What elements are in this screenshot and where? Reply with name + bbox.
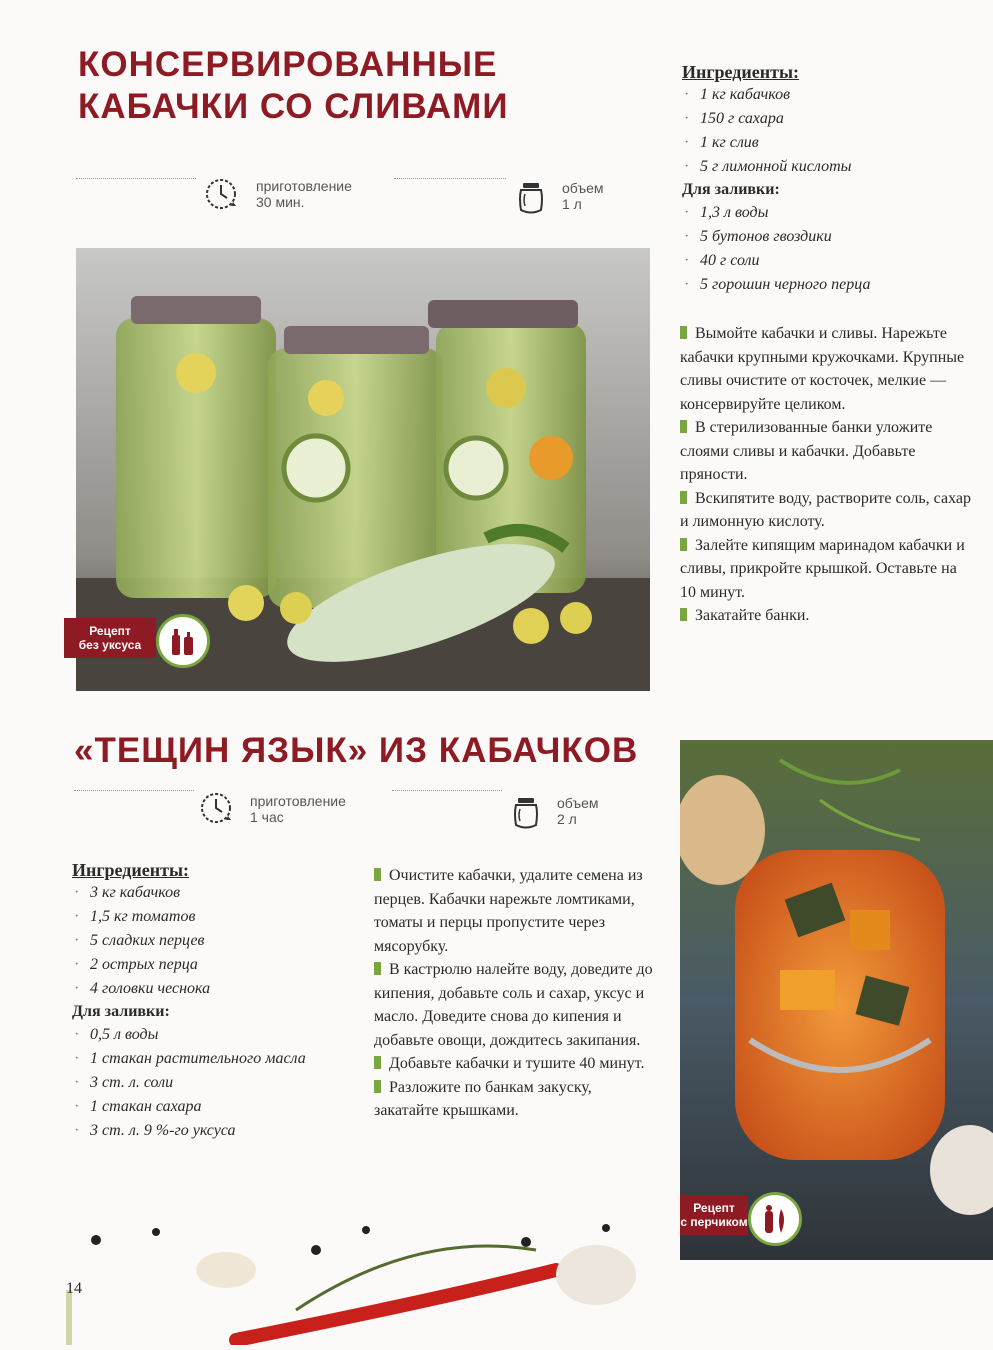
list-item: · 1 стакан растительного масла xyxy=(72,1047,362,1071)
oil-bottle-icon xyxy=(156,614,210,668)
divider xyxy=(394,178,506,179)
bullet-square-icon xyxy=(680,326,687,339)
step-item xyxy=(680,604,976,628)
list-item: · 150 г сахара xyxy=(682,107,982,131)
prep-time: приготовление 30 мин. xyxy=(256,178,352,210)
list-item: · 1,5 кг томатов xyxy=(72,905,362,929)
no-vinegar-badge: Рецепт без уксуса xyxy=(64,618,156,658)
list-item: · 40 г соли xyxy=(682,249,982,273)
step-text: Разложите по банкам закуску, закатайте крышками. xyxy=(374,1078,592,1119)
bullet-square-icon xyxy=(680,538,687,551)
bullet-square-icon xyxy=(374,1080,381,1093)
list-item: · 3 ст. л. соли xyxy=(72,1071,362,1095)
divider xyxy=(392,790,502,791)
bullet-square-icon xyxy=(680,608,687,621)
list-item: · 1 кг кабачков xyxy=(682,83,982,107)
divider xyxy=(76,178,196,179)
step-text: В стерилизованные банки уложите слоями сливы и кабачки. Добавьте пряности. xyxy=(680,419,933,483)
pepper-mill-icon xyxy=(748,1192,802,1246)
fill-list xyxy=(682,201,982,297)
volume: объем 2 л xyxy=(557,795,599,827)
list-item: · 4 головки чеснока xyxy=(72,977,362,1001)
list-item: · 5 бутонов гвоздики xyxy=(682,225,982,249)
list-item: · 3 ст. л. 9 %-го уксуса xyxy=(72,1119,362,1143)
spices-decoration xyxy=(66,1220,706,1345)
step-item xyxy=(374,1052,654,1076)
divider xyxy=(74,790,194,791)
step-text: Вскипятите воду, растворите соль, сахар и лимонную кислоту. xyxy=(680,489,971,530)
step-item xyxy=(680,487,976,534)
clock-icon xyxy=(203,176,239,212)
pepper-badge: Рецепт с перчиком xyxy=(680,1195,748,1235)
zucchini-stew-jar-photo xyxy=(680,740,993,1260)
recipe2-steps xyxy=(374,864,654,1123)
step-text: Вымойте кабачки и сливы. Нарежьте кабачки крупными кружочками. Крупные сливы очистите от косточек, мелкие — консервируйте целиком. xyxy=(680,325,965,413)
step-item xyxy=(374,958,654,1052)
step-text: Залейте кипящим маринадом кабачки и сливы, прикройте крышкой. Оставьте на 10 минут. xyxy=(680,536,965,601)
list-item: · 3 кг кабачков xyxy=(72,881,362,905)
clock-icon xyxy=(198,790,234,826)
list-item: · 1 стакан сахара xyxy=(72,1095,362,1119)
list-item: · 1 кг слив xyxy=(682,131,982,155)
list-item: · 5 горошин черного перца xyxy=(682,273,982,297)
recipe1-steps xyxy=(680,322,976,628)
list-item: · 1,3 л воды xyxy=(682,201,982,225)
jar-icon xyxy=(513,180,549,216)
jar-icon xyxy=(508,795,544,831)
step-text: Очистите кабачки, удалите семена из перцев. Кабачки нарежьте ломтиками, томаты и перцы пропустите через мясорубку. xyxy=(374,867,643,955)
step-item xyxy=(374,864,654,958)
ingredient-list xyxy=(682,83,982,179)
bullet-square-icon xyxy=(374,868,381,881)
list-item: · 2 острых перца xyxy=(72,953,362,977)
list-item: · 5 сладких перцев xyxy=(72,929,362,953)
recipe1-ingredients: Ингредиенты: · 1 кг кабачков · 150 г сахара · 1 кг слив · 5 г лимонной кислоты Для заливки: · 1,3 л воды · 5 бутонов гвоздики · 40 г соли · 5 горошин черного перца xyxy=(682,62,982,297)
step-text: Добавьте кабачки и тушите 40 минут. xyxy=(389,1055,645,1072)
step-item xyxy=(680,322,976,416)
step-item xyxy=(374,1076,654,1123)
step-item xyxy=(680,416,976,487)
bullet-square-icon xyxy=(680,491,687,504)
page-number: 14 xyxy=(66,1280,82,1297)
recipe2-ingredients: Ингредиенты: · 3 кг кабачков · 1,5 кг томатов · 5 сладких перцев · 2 острых перца · 4 головки чеснока Для заливки: · 0,5 л воды · 1 стакан растительного масла · 3 ст. л. соли · 1 стакан сахара · 3 ст. л. 9 %-го уксуса xyxy=(72,860,362,1143)
list-item: · 0,5 л воды xyxy=(72,1023,362,1047)
bullet-square-icon xyxy=(680,420,687,433)
step-text: Закатайте банки. xyxy=(695,607,810,624)
volume: объем 1 л xyxy=(562,180,604,212)
step-text: В кастрюлю налейте воду, доведите до кипения, добавьте соль и сахар, уксус и масло. Доведите снова до кипения и добавьте овощи, дождитесь закипания. xyxy=(374,961,653,1049)
fill-list xyxy=(72,1023,362,1143)
recipe2-title: «ТЕЩИН ЯЗЫК» ИЗ КАБАЧКОВ xyxy=(74,731,639,770)
prep-time: приготовление 1 час xyxy=(250,793,346,825)
bullet-square-icon xyxy=(374,1056,381,1069)
bullet-square-icon xyxy=(374,962,381,975)
ingredient-list xyxy=(72,881,362,1001)
list-item: · 5 г лимонной кислоты xyxy=(682,155,982,179)
recipe1-title: КОНСЕРВИРОВАННЫЕ КАБАЧКИ СО СЛИВАМИ xyxy=(78,45,509,126)
step-item xyxy=(680,534,976,605)
